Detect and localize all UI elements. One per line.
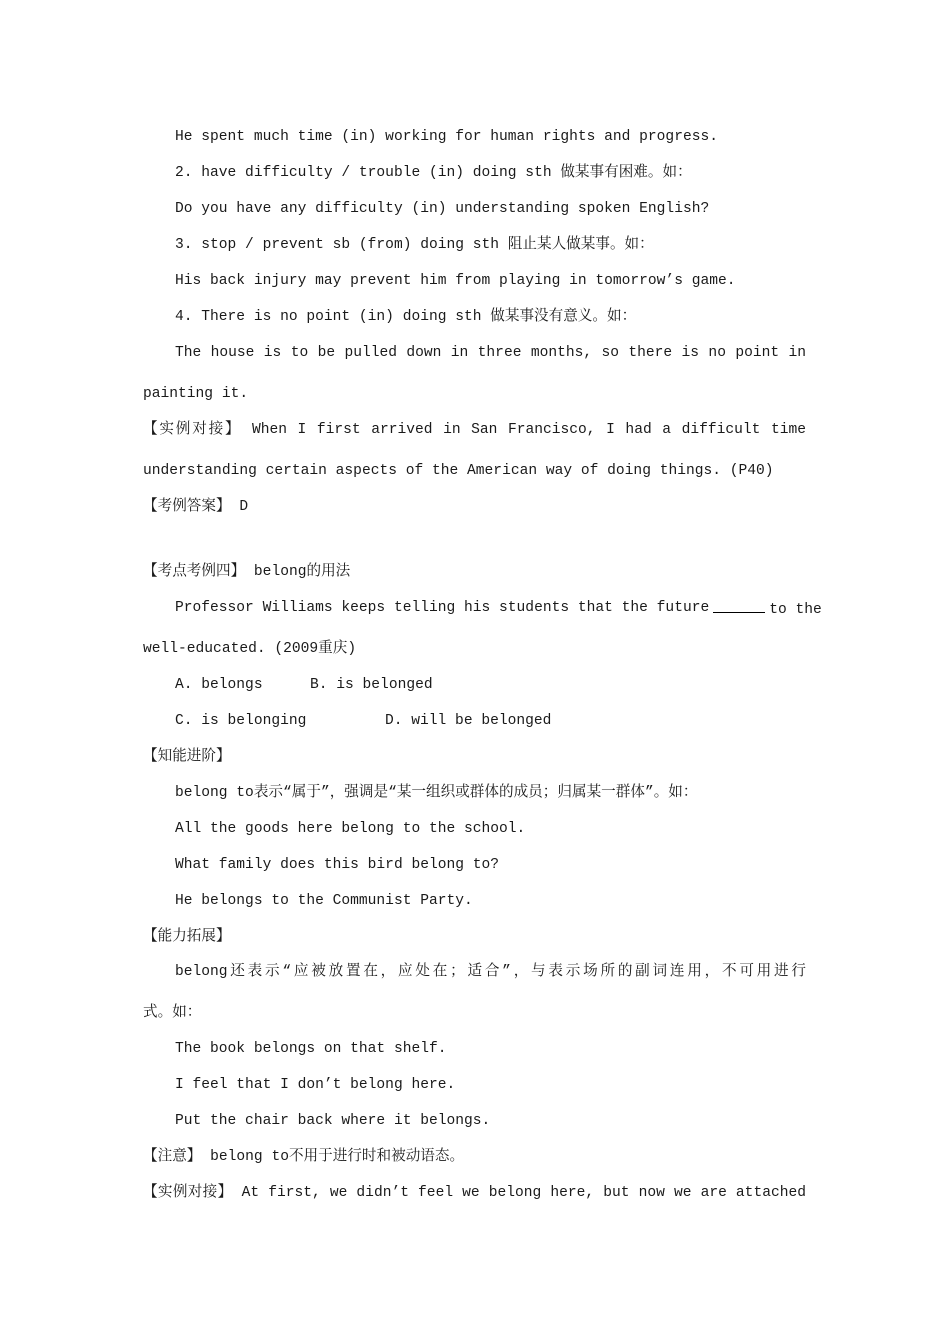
section-label: 【注意】 [143, 1149, 202, 1165]
text-line: I feel that I don’t belong here. [175, 1077, 456, 1093]
option-d: D. will be belonged [385, 713, 552, 729]
text-line: His back injury may prevent him from playing in tomorrow’s game. [175, 273, 736, 289]
note-text: belong to不用于进行时和被动语态。 [201, 1149, 465, 1165]
section-label: 【知能进阶】 [143, 749, 231, 765]
text-line: He spent much time (in) working for human rights and progress. [175, 129, 718, 145]
heading-text: belong的用法 [245, 564, 351, 580]
text-line: 2. have difficulty / trouble (in) doing sth 做某事有困难。如： [175, 165, 692, 181]
option-line [175, 711, 552, 731]
answer-line [143, 497, 248, 517]
answer-value: D [230, 499, 249, 515]
question-line [175, 598, 822, 620]
text-line: What family does this bird belong to? [175, 857, 500, 873]
option-line [175, 675, 433, 695]
text-line: The book belongs on that shelf. [175, 1041, 447, 1057]
text-line: He belongs to the Communist Party. [175, 893, 473, 909]
text-line: well-educated. (2009重庆) [143, 641, 357, 657]
section-label: 【实例对接】 [143, 1185, 233, 1201]
text-line: 3. stop / prevent sb (from) doing sth 阻止某人做某事。如： [175, 237, 654, 253]
text-line: understanding certain aspects of the American way of doing things. (P40) [143, 463, 774, 479]
section-label: 【考点考例四】 [143, 564, 246, 580]
option-c: C. is belonging [175, 713, 307, 729]
text-line: The house is to be pulled down in three months, so there is no point in [175, 345, 806, 361]
section-label: 【实例对接】 [143, 422, 242, 438]
example-line [143, 1183, 806, 1203]
section-label: 【能力拓展】 [143, 929, 231, 945]
text-line: painting it. [143, 386, 249, 402]
answer-blank [713, 598, 765, 613]
question-text: to the [769, 602, 822, 618]
option-b: B. is belonged [310, 677, 433, 693]
text-line: 4. There is no point (in) doing sth 做某事没有意义。如： [175, 309, 637, 325]
text-line: Put the chair back where it belongs. [175, 1113, 491, 1129]
example-line [143, 420, 806, 440]
text-line: belong还表示“应被放置在，应处在；适合”，与表示场所的副词连用，不可用进行 [175, 964, 806, 980]
text-span: At first, we didn’t feel we belong here, but now we are attached [232, 1185, 806, 1201]
text-line: All the goods here belong to the school. [175, 821, 526, 837]
heading-line [143, 562, 350, 582]
text-span: When I first arrived in San Francisco, I had a difficult time [241, 422, 806, 438]
option-a: A. belongs [175, 677, 263, 693]
text-line: Do you have any difficulty (in) understanding spoken English? [175, 201, 710, 217]
question-text: Professor Williams keeps telling his students that the future [175, 600, 710, 616]
text-line: 式。如： [143, 1005, 202, 1021]
text-line: belong to表示“属于”，强调是“某一组织或群体的成员；归属某一群体”。如： [175, 785, 698, 801]
note-line [143, 1147, 464, 1167]
section-label: 【考例答案】 [143, 499, 231, 515]
